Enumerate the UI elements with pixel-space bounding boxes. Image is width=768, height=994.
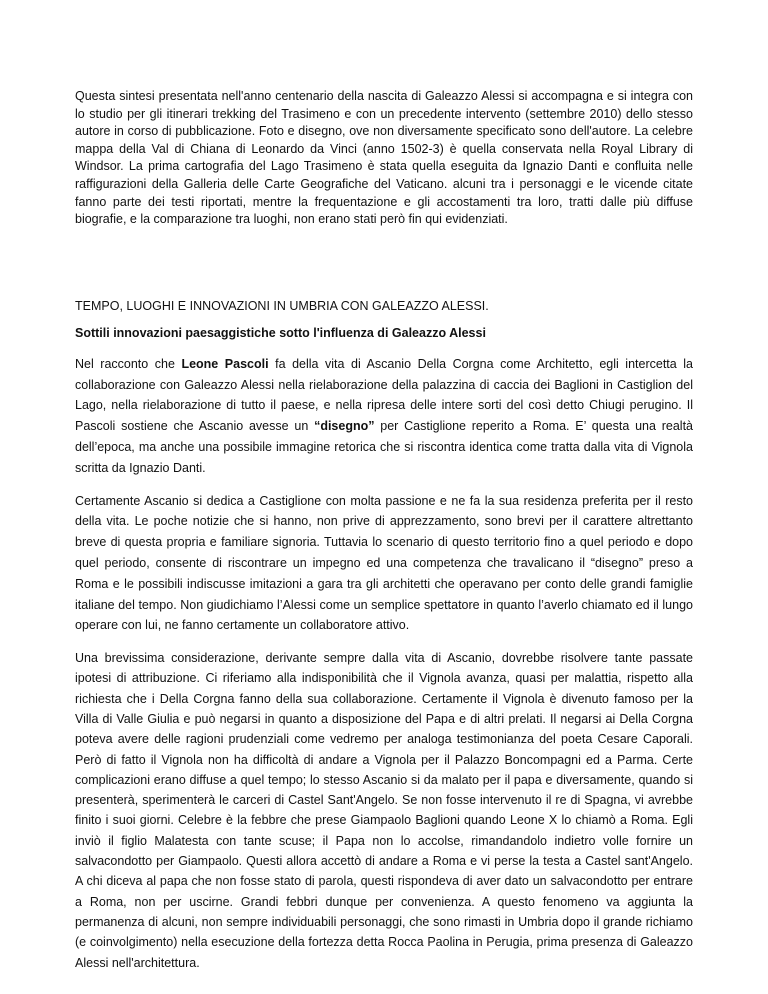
paragraph-text: per Castiglione reperito a Roma. E’ questa una realtà dell’epoca, ma anche una possibile immagine retorica che si riscontra identica come tratta dalla vita di Vignola scritta da Ignazio Danti.: [75, 419, 693, 475]
paragraph-vignola: Una brevissima considerazione, derivante sempre dalla vita di Ascanio, dovrebbe risolvere tante passate ipotesi di attribuzione. Ci riferiamo alla indisponibilità che il Vignola avanza, quasi per malattia, rispetto alla richiesta che i Della Corgna fanno della sua collaborazione. Certamente il Vignola è divenuto famoso per la Villa di Valle Giulia e può negarsi in quanto a disposizione del Papa e di altri prelati. Il negarsi ai Della Corgna poteva avere delle ragioni prudenziali come vedremo per analoga testimonianza del poeta Cesare Caporali. Però di fatto il Vignola non ha difficoltà di andare a Vignola per il Palazzo Boncompagni ed a Parma. Certe complicazioni erano diffuse a quel tempo; lo stesso Ascanio si da malato per il papa e diversamente, quando si presenterà, sperimenterà le carceri di Castel Sant'Angelo. Se non fosse intervenuto il re di Spagna, vi avrebbe finito i suoi giorni. Celebre è la febbre che prese Giampaolo Baglioni quando Leone X lo chiamò a Roma. Egli inviò il figlio Malatesta con tante scuse; il Papa non lo accolse, rimandandolo indietro volle fornire un salvacondotto per Giampaolo. Questi allora accettò di andare a Roma e vi perse la testa a Castel sant'Angelo. A chi diceva al papa che non fosse stato di parola, questi rispondeva di aver dato un salvacondotto per entrare a Roma, non per uscirne. Grandi febbri dunque per convenienza. A questo fenomeno va aggiunta la permanenza di alcuni, non sempre individuabili personaggi, che sono rimasti in Umbria dopo il grande richiamo (e coinvolgimento) nella esecuzione della fortezza detta Rocca Paolina in Perugia, prima presenza di Galeazzo Alessi nell'architettura.: [75, 651, 693, 970]
paragraph-pascoli: [75, 354, 693, 479]
document-page: [75, 88, 693, 973]
paragraph-ascanio: Certamente Ascanio si dedica a Castiglione con molta passione e ne fa la sua residenza preferita per il resto della vita. Le poche notizie che si hanno, non prive di apprezzamento, sono brevi per il carattere altrettanto breve di questa propria e familiare signoria. Tuttavia lo scenario di questo territorio fino a quel periodo e dopo quel periodo, consente di riscontrare un impegno ed una competenza che travalicano il “disegno” preso a Roma e le possibili indiscusse imitazioni a gara tra gli architetti che operavano per conto delle grandi famiglie italiane del tempo. Non giudichiamo l’Alessi come un semplice spettatore in quanto l’averlo chiamato ed il lungo operare con lui, ne fanno certamente un collaboratore attivo.: [75, 493, 693, 633]
disegno-bold: “disegno”: [314, 419, 375, 434]
section-title: TEMPO, LUOGHI E INNOVAZIONI IN UMBRIA CON GALEAZZO ALESSI.: [75, 298, 489, 313]
paragraph-text: fa della vita di Ascanio Della Corgna come Architetto, egli intercetta la collaborazione con Galeazzo Alessi nella rielaborazione della palazzina di caccia dei Baglioni in Castiglion del Lago, nella rielaborazione di tutto il paese, e nella ripresa delle intere sorti del così detto Chiugi perugino. Il Pascoli sostiene che Ascanio avesse un: [75, 356, 693, 434]
paragraph-text: Nel racconto che: [75, 356, 182, 371]
subtitle: Sottili innovazioni paesaggistiche sotto l'influenza di Galeazzo Alessi: [75, 325, 486, 340]
author-name-bold: Leone Pascoli: [181, 356, 269, 371]
intro-paragraph: Questa sintesi presentata nell'anno centenario della nascita di Galeazzo Alessi si accompagna e si integra con lo studio per gli itinerari trekking del Trasimeno e con un precedente intervento (settembre 2010) dello stesso autore in corso di pubblicazione. Foto e disegno, ove non diversamente specificato sono dell'autore. La celebre mappa della Val di Chiana di Leonardo da Vinci (anno 1502-3) è quella conservata nella Royal Library di Windsor. La prima cartografia del Lago Trasimeno è stata quella eseguita da Ignazio Danti e confluita nelle raffigurazioni della Galleria delle Carte Geografiche del Vaticano. alcuni tra i personaggi e le vicende citate fanno parte dei testi riportati, mentre la frequentazione e gli accostamenti tra loro, tratti dalle più diffuse biografie, e la comparazione tra luoghi, non erano stati però fin qui evidenziati.: [75, 89, 693, 227]
